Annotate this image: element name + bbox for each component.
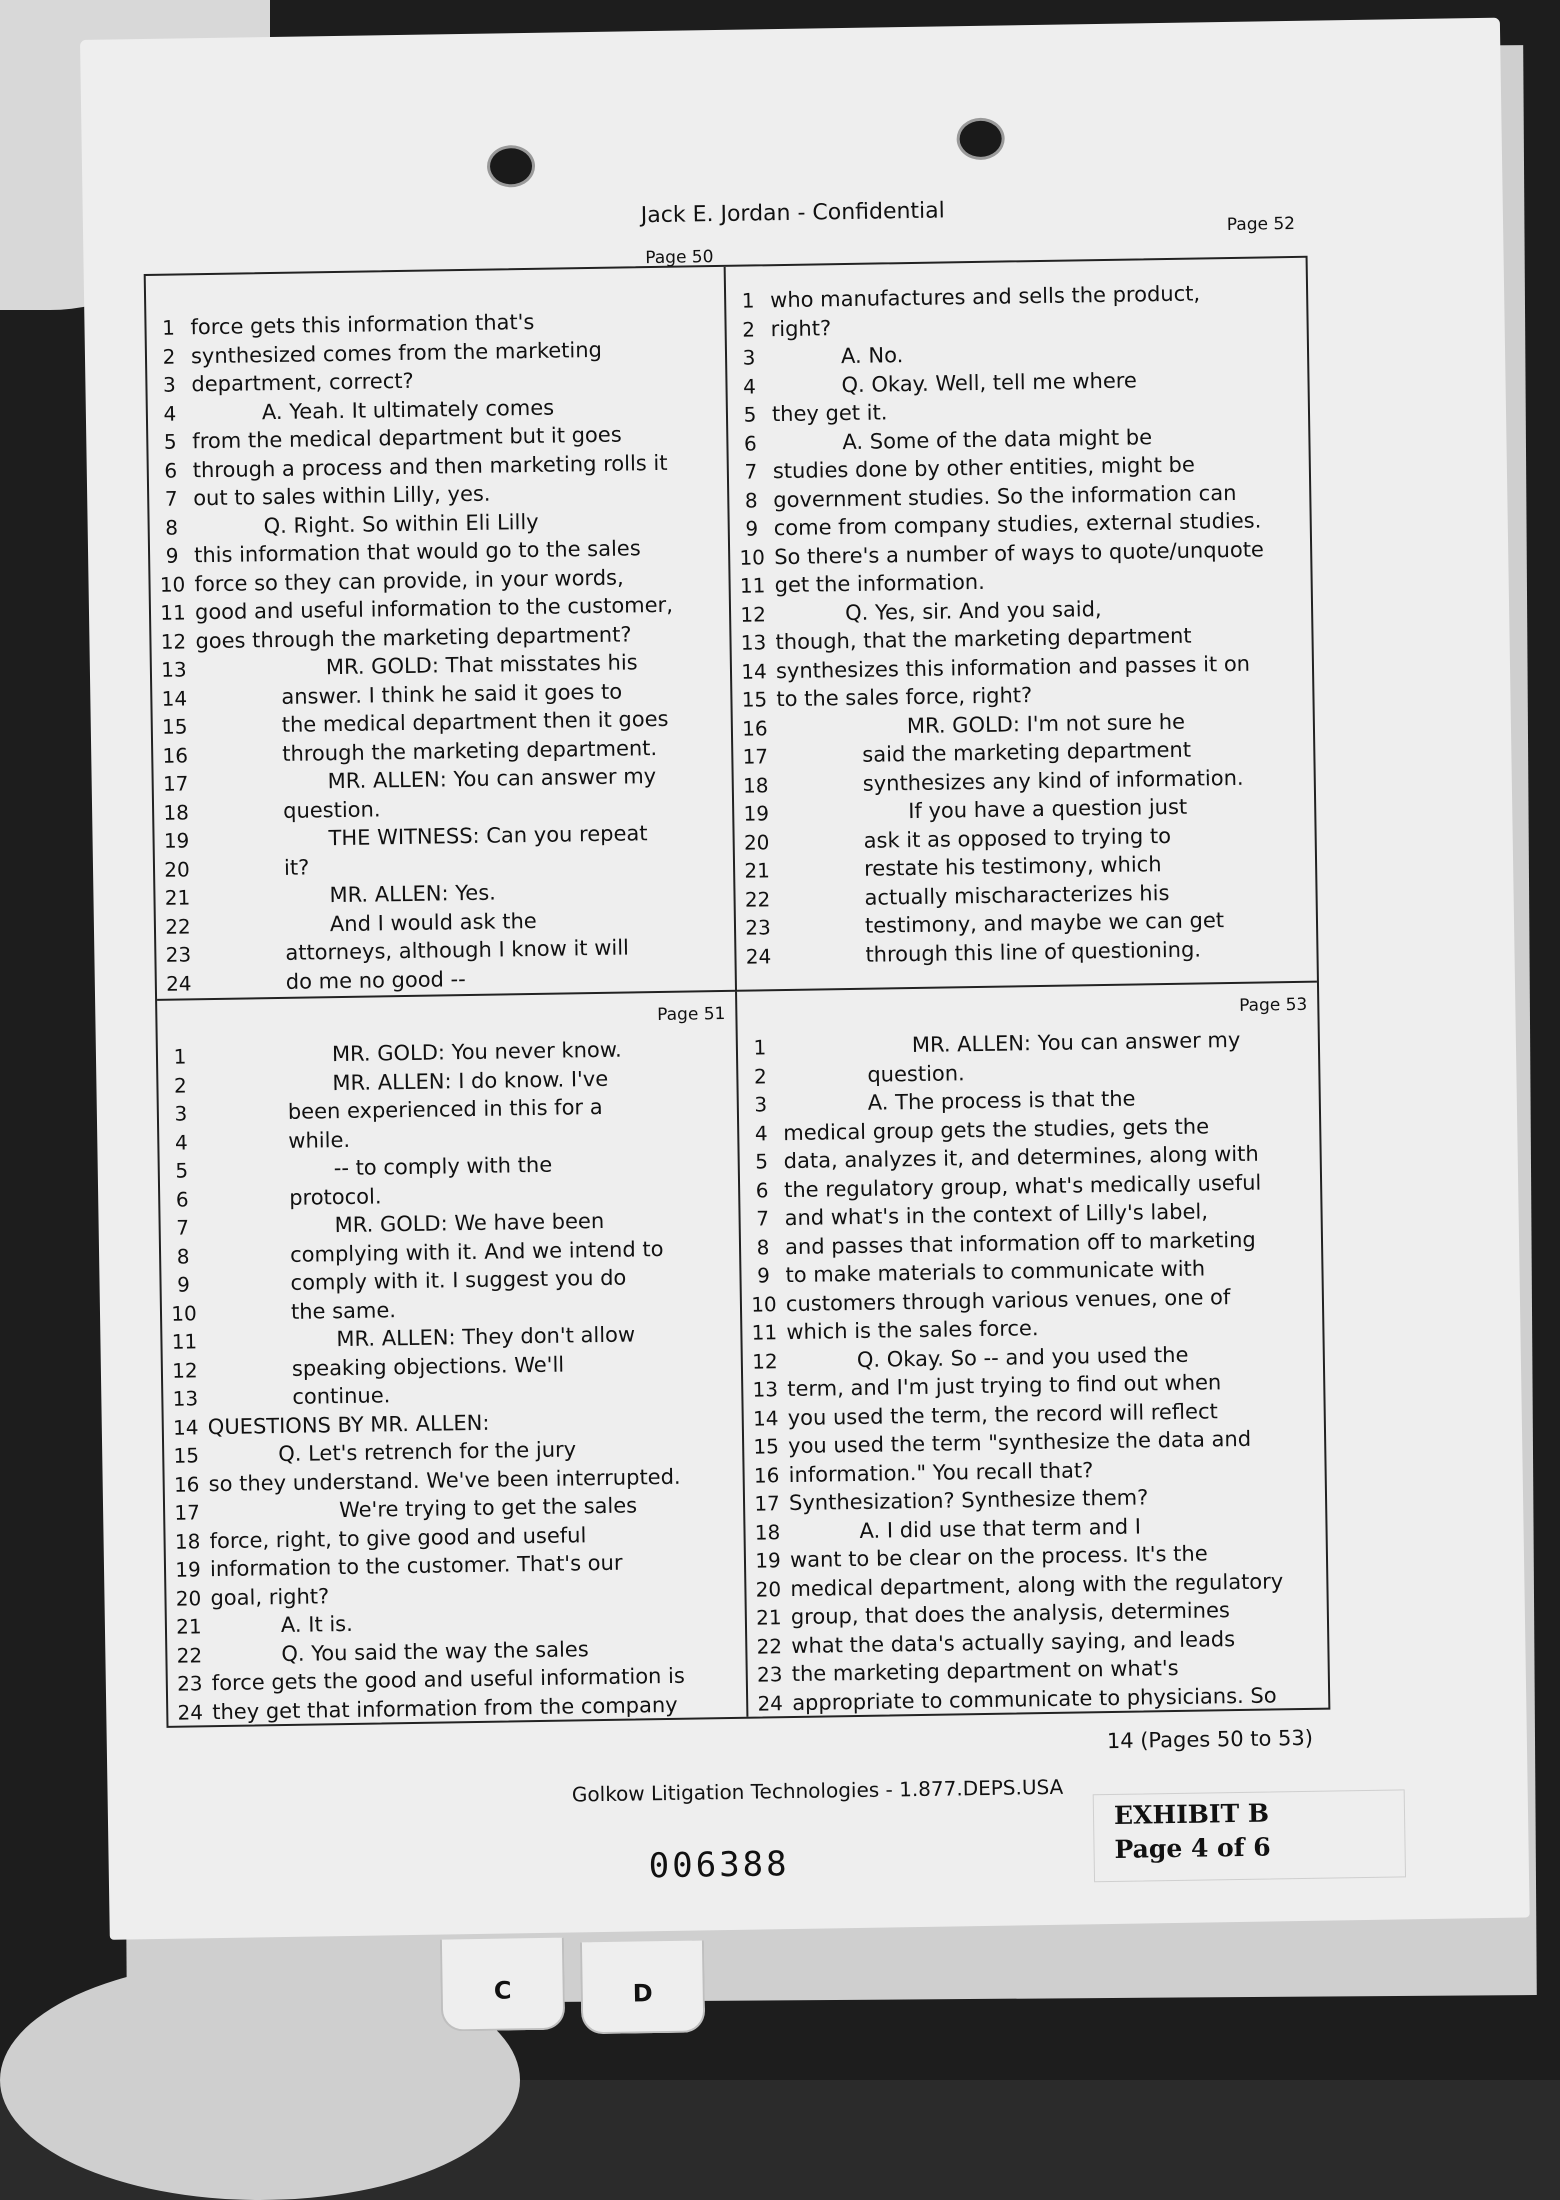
line-number: 15 bbox=[161, 714, 188, 740]
line-number: 14 bbox=[172, 1415, 199, 1440]
line-text: Q. You said the way the sales bbox=[281, 1636, 589, 1666]
line-number: 11 bbox=[171, 1329, 198, 1354]
line-text: through the marketing department. bbox=[282, 735, 658, 766]
line-text: this information that would go to the sales bbox=[193, 536, 641, 568]
line-number: 12 bbox=[751, 1348, 778, 1374]
line-number: 22 bbox=[165, 914, 191, 939]
line-number: 24 bbox=[757, 1690, 784, 1716]
line-number: 18 bbox=[163, 800, 190, 825]
line-number: 1 bbox=[741, 288, 755, 313]
line-text: what the data's actually saying, and leads bbox=[791, 1626, 1236, 1658]
line-text: information." You recall that? bbox=[788, 1458, 1094, 1487]
line-number: 10 bbox=[751, 1291, 777, 1317]
page-52-panel bbox=[726, 213, 1317, 992]
line-text: A. The process is that the bbox=[867, 1086, 1136, 1116]
line-text: through a process and then marketing rolls it bbox=[192, 450, 668, 483]
line-number: 1 bbox=[753, 1035, 767, 1060]
transcript-sheet bbox=[80, 18, 1530, 2008]
line-number: 20 bbox=[164, 857, 190, 882]
line-text: said the marketing department bbox=[862, 737, 1192, 768]
line-number: 10 bbox=[159, 572, 186, 597]
line-text: get the information. bbox=[774, 570, 986, 598]
line-text: force gets the good and useful information is bbox=[211, 1663, 686, 1696]
line-text: force gets this information that's bbox=[190, 310, 535, 340]
line-number: 20 bbox=[755, 1576, 782, 1602]
line-text: -- to comply with the bbox=[333, 1152, 553, 1181]
line-text: A. Some of the data might be bbox=[842, 424, 1153, 454]
transcript-lines bbox=[146, 305, 735, 998]
line-number: 19 bbox=[163, 828, 190, 854]
divider-tab-d[interactable] bbox=[580, 1940, 705, 2034]
line-number: 7 bbox=[176, 1215, 190, 1240]
line-number: 18 bbox=[742, 773, 769, 798]
line-number: 23 bbox=[165, 942, 192, 968]
line-number: 11 bbox=[739, 573, 766, 598]
line-text: Q. Right. So within Eli Lilly bbox=[263, 509, 539, 538]
punch-hole-left bbox=[487, 145, 536, 188]
line-number: 12 bbox=[160, 629, 187, 654]
line-number: 14 bbox=[161, 686, 188, 711]
line-number: 16 bbox=[741, 716, 768, 741]
line-number: 3 bbox=[162, 372, 176, 397]
line-number: 8 bbox=[744, 488, 758, 513]
line-text: right? bbox=[770, 315, 832, 341]
line-text: the regulatory group, what's medically useful bbox=[783, 1170, 1262, 1202]
line-number: 13 bbox=[160, 657, 187, 683]
line-text: Q. Okay. Well, tell me where bbox=[841, 368, 1138, 397]
line-number: 8 bbox=[176, 1244, 190, 1269]
line-number: 7 bbox=[744, 459, 758, 484]
line-text: attorneys, although I know it will bbox=[285, 935, 630, 966]
line-text: term, and I'm just trying to find out when bbox=[787, 1370, 1222, 1402]
line-text: been experienced in this for a bbox=[287, 1095, 603, 1125]
line-number: 20 bbox=[743, 830, 770, 855]
line-text: while. bbox=[288, 1127, 351, 1153]
line-number: 5 bbox=[163, 429, 177, 454]
line-text: force, right, to give good and useful bbox=[209, 1522, 587, 1553]
line-text: it? bbox=[283, 855, 310, 880]
line-number: 6 bbox=[164, 458, 178, 483]
line-text: government studies. So the information can bbox=[773, 480, 1237, 512]
line-number: 24 bbox=[745, 944, 772, 969]
line-number: 7 bbox=[756, 1206, 770, 1231]
line-number: 22 bbox=[176, 1643, 203, 1668]
line-text: Synthesization? Synthesize them? bbox=[788, 1485, 1149, 1516]
line-number: 10 bbox=[739, 545, 766, 570]
tab-label: D bbox=[632, 1979, 653, 2008]
line-text: restate his testimony, which bbox=[863, 852, 1162, 882]
line-number: 9 bbox=[165, 543, 179, 568]
line-number: 24 bbox=[165, 971, 192, 996]
line-number: 7 bbox=[164, 486, 178, 511]
page-label: Page 50 bbox=[645, 247, 714, 269]
line-number: 2 bbox=[162, 344, 176, 369]
line-number: 21 bbox=[176, 1614, 202, 1639]
line-text: synthesized comes from the marketing bbox=[190, 337, 603, 369]
line-number: 10 bbox=[171, 1301, 197, 1326]
line-number: 23 bbox=[176, 1671, 203, 1696]
line-number: 9 bbox=[177, 1272, 191, 1297]
line-text: out to sales within Lilly, yes. bbox=[193, 481, 491, 511]
line-number: 16 bbox=[753, 1462, 780, 1488]
line-number: 19 bbox=[175, 1557, 201, 1582]
line-text: MR. ALLEN: I do know. I've bbox=[332, 1066, 609, 1095]
line-number: 2 bbox=[742, 317, 756, 342]
line-number: 2 bbox=[753, 1064, 767, 1089]
line-text: medical group gets the studies, gets the bbox=[783, 1114, 1210, 1145]
line-number: 3 bbox=[174, 1101, 188, 1126]
line-text: And I would ask the bbox=[329, 908, 537, 936]
line-text: and what's in the context of Lilly's label, bbox=[784, 1199, 1209, 1231]
line-text: to make materials to communicate with bbox=[785, 1256, 1206, 1288]
page-label: Page 52 bbox=[1226, 213, 1296, 236]
line-number: 4 bbox=[742, 374, 757, 399]
line-number: 16 bbox=[162, 743, 189, 768]
line-number: 3 bbox=[754, 1092, 768, 1117]
line-number: 13 bbox=[172, 1386, 199, 1411]
line-text: A. It is. bbox=[280, 1612, 354, 1638]
line-text: question. bbox=[867, 1060, 965, 1087]
exhibit-stamp bbox=[1093, 1789, 1406, 1882]
line-number: 21 bbox=[744, 858, 771, 883]
line-text: the marketing department on what's bbox=[791, 1656, 1179, 1687]
line-text: Q. Let's retrench for the jury bbox=[278, 1437, 577, 1467]
exhibit-page: Page 4 of 6 bbox=[1114, 1832, 1271, 1864]
line-text: they get it. bbox=[771, 400, 888, 427]
line-text: appropriate to communicate to physicians. So bbox=[792, 1683, 1277, 1715]
line-text: MR. GOLD: I'm not sure he bbox=[906, 709, 1186, 738]
line-number: 12 bbox=[171, 1358, 198, 1383]
line-number: 22 bbox=[744, 887, 771, 912]
page-50-panel bbox=[146, 247, 737, 1001]
line-number: 15 bbox=[753, 1434, 780, 1459]
line-number: 13 bbox=[752, 1377, 779, 1402]
line-text: to the sales force, right? bbox=[776, 683, 1033, 712]
line-text: MR. ALLEN: They don't allow bbox=[336, 1322, 636, 1352]
line-number: 21 bbox=[755, 1605, 782, 1630]
line-text: though, that the marketing department bbox=[775, 623, 1192, 655]
line-number: 15 bbox=[741, 687, 768, 712]
line-number: 18 bbox=[754, 1519, 781, 1545]
transcript-lines bbox=[158, 1034, 747, 1727]
page-title: Jack E. Jordan - Confidential bbox=[640, 198, 945, 229]
line-text: MR. GOLD: That misstates his bbox=[325, 650, 638, 680]
line-text: department, correct? bbox=[191, 369, 414, 397]
line-text: We're trying to get the sales bbox=[338, 1493, 638, 1523]
punch-hole-right bbox=[956, 117, 1005, 160]
line-text: question. bbox=[282, 797, 381, 823]
line-number: 1 bbox=[161, 315, 176, 340]
line-number: 17 bbox=[754, 1491, 780, 1516]
line-text: QUESTIONS BY MR. ALLEN: bbox=[207, 1410, 490, 1439]
line-text: do me no good -- bbox=[285, 966, 466, 994]
line-text: want to be clear on the process. It's the bbox=[789, 1541, 1208, 1573]
line-text: MR. GOLD: We have been bbox=[334, 1209, 605, 1238]
line-text: good and useful information to the customer, bbox=[194, 593, 674, 625]
line-text: group, that does the analysis, determines bbox=[790, 1598, 1231, 1630]
line-text: complying with it. And we intend to bbox=[289, 1236, 664, 1267]
line-number: 14 bbox=[752, 1405, 779, 1431]
line-number: 19 bbox=[743, 801, 770, 826]
line-number: 9 bbox=[745, 516, 759, 541]
line-text: THE WITNESS: Can you repeat bbox=[328, 821, 648, 851]
line-text: Q. Okay. So -- and you used the bbox=[856, 1342, 1189, 1372]
line-text: A. No. bbox=[840, 343, 904, 369]
line-number: 23 bbox=[756, 1662, 783, 1687]
page-label: Page 51 bbox=[657, 1003, 726, 1026]
bates-number: 006388 bbox=[648, 1844, 790, 1887]
transcript-lines bbox=[738, 1025, 1329, 1718]
line-text: A. I did use that term and I bbox=[859, 1514, 1142, 1543]
divider-tab-c[interactable] bbox=[440, 1938, 565, 2032]
line-text: synthesizes this information and passes it on bbox=[775, 651, 1251, 683]
line-text: testimony, and maybe we can get bbox=[864, 908, 1225, 939]
line-text: So there's a number of ways to quote/unquote bbox=[774, 537, 1265, 569]
line-number: 20 bbox=[175, 1586, 202, 1611]
company-footer: Golkow Litigation Technologies - 1.877.DEPS.USA bbox=[571, 1774, 1064, 1807]
line-text: through this line of questioning. bbox=[865, 937, 1202, 967]
line-number: 5 bbox=[743, 402, 757, 427]
line-text: continue. bbox=[292, 1383, 391, 1410]
line-text: so they understand. We've been interrupted. bbox=[208, 1464, 681, 1496]
page-51-panel bbox=[157, 992, 748, 1726]
line-number: 4 bbox=[754, 1121, 768, 1146]
line-text: the same. bbox=[290, 1297, 397, 1324]
line-number: 11 bbox=[160, 600, 186, 626]
line-text: goes through the marketing department? bbox=[195, 622, 632, 654]
line-text: you used the term "synthesize the data and bbox=[787, 1427, 1252, 1459]
line-number: 2 bbox=[173, 1073, 187, 1098]
line-text: which is the sales force. bbox=[786, 1316, 1039, 1345]
line-text: and passes that information off to marketing bbox=[784, 1227, 1256, 1259]
line-number: 4 bbox=[163, 401, 177, 426]
line-text: speaking objections. We'll bbox=[291, 1352, 565, 1381]
line-number: 12 bbox=[740, 602, 767, 627]
line-text: answer. I think he said it goes to bbox=[281, 679, 623, 709]
transcript-lines bbox=[726, 278, 1317, 971]
line-number: 13 bbox=[740, 630, 767, 655]
line-text: ask it as opposed to trying to bbox=[863, 823, 1172, 853]
line-number: 15 bbox=[173, 1443, 200, 1468]
line-number: 19 bbox=[755, 1548, 781, 1573]
line-number: 17 bbox=[174, 1500, 201, 1525]
line-number: 1 bbox=[173, 1044, 187, 1069]
line-text: force so they can provide, in your words, bbox=[194, 565, 624, 597]
line-number: 5 bbox=[175, 1158, 189, 1183]
line-number: 6 bbox=[755, 1178, 769, 1203]
line-text: If you have a question just bbox=[908, 794, 1188, 824]
line-number: 8 bbox=[165, 515, 179, 540]
line-number: 6 bbox=[743, 431, 757, 456]
line-text: who manufactures and sells the product, bbox=[769, 281, 1201, 313]
line-text: studies done by other entities, might be bbox=[772, 452, 1195, 484]
page-summary: 14 (Pages 50 to 53) bbox=[1106, 1725, 1314, 1754]
line-number: 22 bbox=[756, 1633, 783, 1659]
line-number: 8 bbox=[756, 1235, 770, 1260]
line-number: 9 bbox=[756, 1263, 771, 1288]
line-text: goal, right? bbox=[210, 1584, 330, 1610]
line-number: 5 bbox=[755, 1149, 769, 1174]
line-number: 21 bbox=[164, 885, 191, 911]
line-number: 18 bbox=[174, 1529, 201, 1554]
line-text: synthesizes any kind of information. bbox=[862, 765, 1244, 796]
line-number: 17 bbox=[742, 744, 769, 769]
line-text: medical department, along with the regulatory bbox=[790, 1569, 1284, 1601]
line-number: 23 bbox=[745, 915, 771, 940]
line-text: you used the term, the record will reflect bbox=[787, 1399, 1218, 1430]
line-text: MR. ALLEN: You can answer my bbox=[327, 764, 657, 794]
line-text: from the medical department but it goes bbox=[192, 422, 622, 454]
line-text: MR. GOLD: You never know. bbox=[331, 1037, 622, 1067]
line-number: 6 bbox=[175, 1187, 189, 1212]
line-text: data, analyzes it, and determines, along with bbox=[783, 1141, 1259, 1174]
exhibit-title: EXHIBIT B bbox=[1113, 1798, 1270, 1830]
line-text: the medical department then it goes bbox=[281, 707, 669, 738]
line-text: MR. ALLEN: You can answer my bbox=[911, 1028, 1241, 1058]
line-text: actually mischaracterizes his bbox=[864, 880, 1170, 910]
line-text: they get that information from the company bbox=[212, 1692, 678, 1724]
line-text: comply with it. I suggest you do bbox=[290, 1265, 627, 1296]
line-number: 14 bbox=[741, 659, 767, 684]
line-text: A. Yeah. It ultimately comes bbox=[261, 395, 555, 424]
line-text: information to the customer. That's our bbox=[209, 1550, 623, 1582]
tab-label: C bbox=[493, 1976, 512, 2005]
line-number: 11 bbox=[751, 1320, 778, 1345]
line-number: 4 bbox=[174, 1130, 188, 1155]
line-number: 3 bbox=[742, 345, 756, 370]
line-text: Q. Yes, sir. And you said, bbox=[844, 596, 1102, 625]
page-label: Page 53 bbox=[1238, 994, 1308, 1016]
line-text: protocol. bbox=[289, 1184, 382, 1210]
line-text: come from company studies, external studies. bbox=[773, 508, 1262, 541]
page-53-panel bbox=[737, 983, 1328, 1717]
line-text: customers through various venues, one of bbox=[785, 1284, 1231, 1316]
line-number: 17 bbox=[162, 771, 189, 797]
line-number: 24 bbox=[177, 1700, 204, 1725]
line-number: 16 bbox=[173, 1472, 200, 1497]
line-text: MR. ALLEN: Yes. bbox=[329, 880, 497, 908]
